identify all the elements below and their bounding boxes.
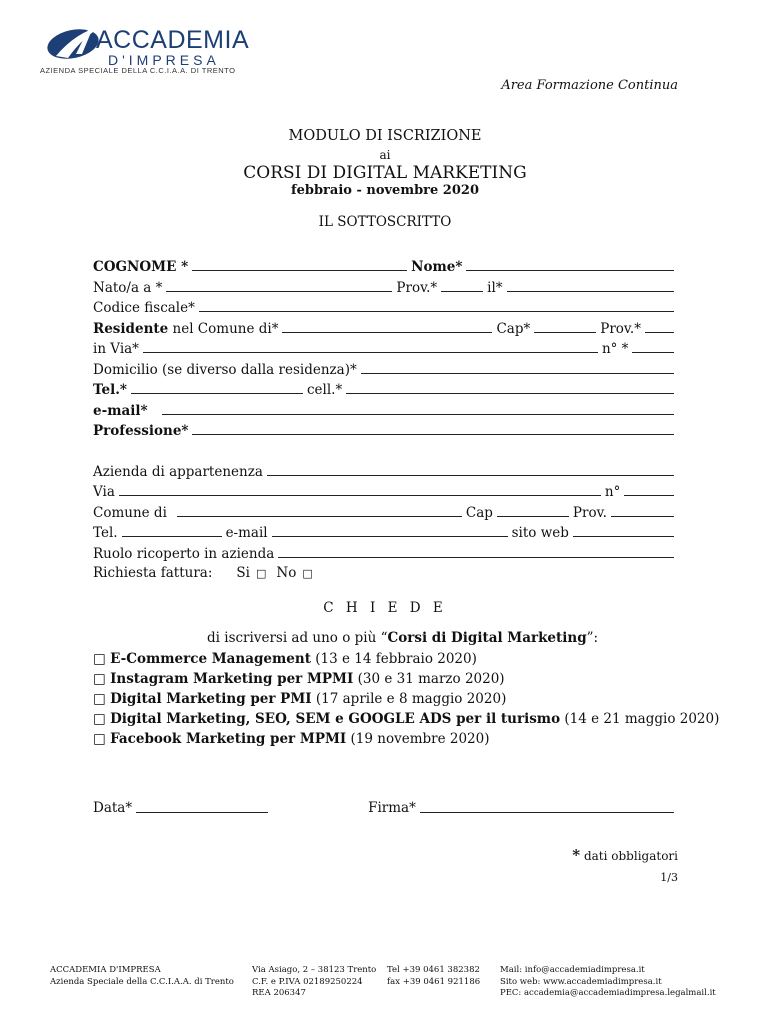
title-modulo: MODULO DI ISCRIZIONE [288,128,482,144]
label-data: Data* [93,800,133,816]
label-tel: Tel.* [93,382,127,398]
course-item [93,691,719,711]
row-professione [93,422,678,443]
registration-form [93,258,678,586]
course-date: (30 e 31 marzo 2020) [357,671,505,687]
label-cf: Codice fiscale* [93,300,195,316]
field-cap[interactable] [534,320,596,333]
row-azienda-via [93,483,678,504]
label-azienda-numero: n° [604,484,621,500]
title-period: febbraio - novembre 2020 [291,183,479,198]
course-item [93,711,719,731]
title-ai: ai [379,148,391,162]
course-date: (17 aprile e 8 maggio 2020) [315,691,507,707]
label-si: Si [236,565,250,581]
label-nato: Nato/a a * [93,279,163,296]
row-nato [93,279,678,300]
label-azienda-prov: Prov. [572,504,607,521]
label-comune: nel Comune di* [172,320,279,337]
field-prov2[interactable] [645,320,674,333]
course-list [93,630,719,751]
course-checkbox[interactable]: □ [93,691,106,707]
row-cognome [93,258,678,279]
label-firma: Firma* [368,800,416,816]
label-azienda-cap: Cap [465,504,493,521]
row-ruolo [93,545,678,566]
course-name: Digital Marketing per PMI [110,691,312,707]
course-checkbox[interactable]: □ [93,671,106,687]
label-nome: Nome* [411,259,463,275]
course-checkbox[interactable]: □ [93,731,106,747]
row-tel [93,381,678,402]
label-prov2: Prov.* [600,320,641,337]
footer-fax: fax +39 0461 921186 [387,976,481,987]
field-comune[interactable] [282,320,492,333]
footer-vat: C.F. e P.IVA 02189250224 [252,976,363,987]
label-cap: Cap* [496,320,531,337]
courses-intro [93,630,719,651]
field-numero[interactable] [632,340,674,353]
heading-chiede: C H I E D E [323,600,447,616]
required-star: * [572,846,581,864]
field-nato[interactable] [166,279,392,292]
course-date: (19 novembre 2020) [350,731,490,747]
footer-company-desc: Azienda Speciale della C.C.I.A.A. di Trento [50,976,234,987]
field-azienda-email[interactable] [272,524,508,537]
field-domicilio[interactable] [361,361,674,374]
intro-end: ”: [586,630,599,646]
row-residente [93,320,678,341]
course-date: (13 e 14 febbraio 2020) [315,651,477,667]
footer-company-name: ACCADEMIA D'IMPRESA [50,965,161,975]
label-azienda-via: Via [93,484,115,500]
label-azienda-comune: Comune di [93,504,167,521]
label-cell: cell.* [306,382,343,398]
row-azienda-comune [93,504,678,525]
field-azienda-tel[interactable] [122,524,222,537]
footer-address [252,965,376,1000]
required-note [572,846,678,864]
course-item [93,731,719,751]
footer-site: Sito web: www.accademiadimpresa.it [500,976,662,987]
row-via [93,340,678,361]
label-domicilio: Domicilio (se diverso dalla residenza)* [93,361,357,378]
course-name: E-Commerce Management [110,651,311,667]
logo-name-line2: D'IMPRESA [108,52,220,68]
logo-subtitle: AZIENDA SPECIALE DELLA C.C.I.A.A. DI TRENTO [40,66,236,75]
course-name: Facebook Marketing per MPMI [110,731,347,747]
course-item [93,671,719,691]
field-via[interactable] [143,340,598,353]
footer-mail: Mail: info@accademiadimpresa.it [500,965,645,975]
field-cell[interactable] [346,381,674,394]
row-domicilio [93,361,678,382]
footer-pec: PEC: accademia@accademiadimpresa.legalmail.it [500,988,716,998]
label-prov: Prov.* [396,279,438,296]
label-via: in Via* [93,341,139,357]
footer-phone [387,965,480,988]
course-checkbox[interactable]: □ [93,651,106,667]
required-text: dati obbligatori [583,849,678,863]
field-professione[interactable] [192,422,674,435]
label-residente: Residente [93,320,169,337]
row-azienda-contatti [93,524,678,545]
field-nome[interactable] [466,258,674,271]
course-name: Digital Marketing, SEO, SEM e GOOGLE ADS per il turismo [110,711,561,727]
footer-web [500,965,716,1000]
title-corsi: CORSI DI DIGITAL MARKETING [243,163,527,183]
field-cognome[interactable] [192,258,407,271]
field-azienda-comune[interactable] [177,504,462,517]
footer-street: Via Asiago, 2 – 38123 Trento [252,965,377,975]
field-azienda-cap[interactable] [497,504,569,517]
intro-text: di iscriversi ad uno o più “ [207,630,388,646]
intro-bold: Corsi di Digital Marketing [387,630,587,646]
checkbox-no[interactable]: □ [302,567,313,580]
field-sito[interactable] [573,524,674,537]
label-no: No [276,565,297,581]
field-data[interactable] [136,800,268,813]
course-checkbox[interactable]: □ [93,711,106,727]
field-il[interactable] [507,279,674,292]
footer-tel: Tel +39 0461 382382 [387,965,480,975]
logo-name-line1: ACCADEMIA [96,26,250,54]
title-sottoscritto: IL SOTTOSCRITTO [318,214,452,230]
checkbox-si[interactable]: □ [255,567,267,580]
footer-company [50,965,234,988]
label-ruolo: Ruolo ricoperto in azienda [93,545,275,562]
footer-rea: REA 206347 [252,988,306,998]
row-email [93,402,678,423]
field-ruolo[interactable] [278,545,674,558]
label-il: il* [487,279,503,296]
course-name: Instagram Marketing per MPMI [110,671,354,687]
field-cf[interactable] [199,299,674,312]
field-prov[interactable] [441,279,483,292]
area-label: Area Formazione Continua [501,78,678,93]
label-numero: n° * [601,341,629,357]
row-azienda [93,463,678,484]
field-tel[interactable] [131,381,303,394]
label-azienda-email: e-mail [225,525,268,541]
field-azienda-numero[interactable] [624,483,674,496]
label-professione: Professione* [93,423,189,439]
course-date: (14 e 21 maggio 2020) [564,711,720,727]
label-email: e-mail* [93,402,148,419]
row-fattura [93,565,678,586]
field-azienda[interactable] [267,463,674,476]
signature-row [93,800,678,816]
field-email[interactable] [162,402,674,415]
field-azienda-via[interactable] [119,483,601,496]
course-item [93,651,719,671]
field-firma[interactable] [420,800,674,813]
label-sito: sito web [511,525,569,541]
row-cf [93,299,678,320]
page-number: 1/3 [660,871,678,884]
label-cognome: COGNOME * [93,259,189,275]
label-fattura: Richiesta fattura: [93,565,213,581]
label-azienda-tel: Tel. [93,525,118,541]
field-azienda-prov[interactable] [611,504,674,517]
label-azienda: Azienda di appartenenza [93,463,263,480]
